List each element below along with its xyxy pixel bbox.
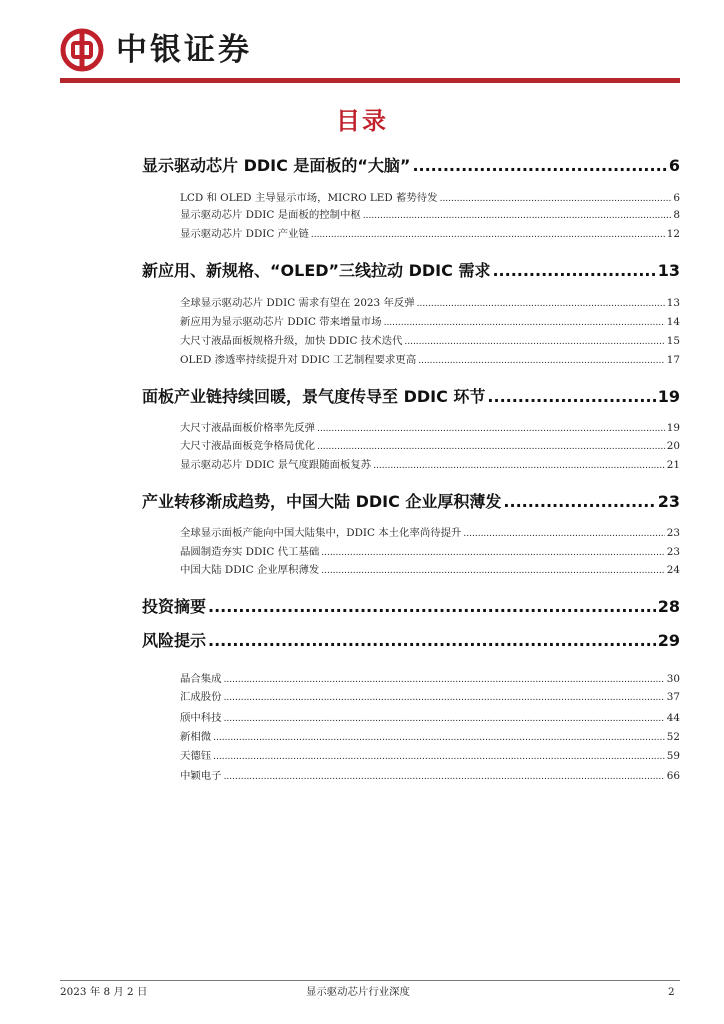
- toc-entry-title: 晶圆制造夯实 DDIC 代工基础: [180, 546, 320, 558]
- toc-subsection-entry[interactable]: [180, 314, 680, 330]
- toc-dot-leader: [440, 191, 672, 206]
- toc-subsection-entry[interactable]: [180, 207, 680, 223]
- toc-entry-title: 面板产业链持续回暖，景气度传导至 DDIC 环节: [142, 387, 486, 406]
- toc-page-number: 30: [666, 673, 680, 685]
- toc-section-entry[interactable]: [142, 595, 680, 619]
- toc-entry-title: 显示驱动芯片 DDIC 是面板的控制中枢: [180, 209, 361, 221]
- toc-page-number: 19: [657, 387, 680, 406]
- toc-subsection-entry[interactable]: [180, 671, 680, 687]
- toc-page-number: 6: [673, 192, 680, 204]
- toc-subsection-entry[interactable]: [180, 333, 680, 349]
- toc-entry-title: 大尺寸液晶面板规格升级，加快 DDIC 技术迭代: [180, 335, 403, 347]
- toc-page-number: 17: [666, 354, 680, 366]
- toc-page-number: 15: [666, 335, 680, 347]
- toc-subsection-entry[interactable]: [180, 190, 680, 206]
- toc-entry-title: 新应用为显示驱动芯片 DDIC 带来增量市场: [180, 316, 382, 328]
- toc-page-number: 24: [666, 564, 680, 576]
- toc-dot-leader: [417, 296, 665, 311]
- toc-dot-leader: [224, 690, 665, 705]
- toc-page-number: 28: [657, 597, 680, 616]
- page-title: 目录: [336, 107, 388, 135]
- toc-page-number: 23: [657, 492, 680, 511]
- toc-page-number: 59: [666, 750, 680, 762]
- toc-dot-leader: [373, 458, 665, 473]
- toc-dot-leader: [224, 711, 665, 726]
- toc-dot-leader: [384, 315, 665, 330]
- toc-entry-title: 中颖电子: [180, 770, 222, 782]
- toc-entry-title: 晶合集成: [180, 673, 222, 685]
- toc-dot-leader: [213, 749, 665, 764]
- toc-subsection-entry[interactable]: [180, 562, 680, 578]
- toc-dot-leader: [404, 334, 664, 349]
- toc-page-number: 8: [673, 209, 680, 221]
- toc-subsection-entry[interactable]: [180, 295, 680, 311]
- toc-subsection-entry[interactable]: [180, 689, 680, 705]
- toc-subsection-entry[interactable]: [180, 438, 680, 454]
- toc-entry-title: 新应用、新规格、“OLED”三线拉动 DDIC 需求: [142, 261, 491, 280]
- toc-page-number: 29: [657, 631, 680, 650]
- toc-page-number: 21: [666, 459, 680, 471]
- toc-entry-title: 中国大陆 DDIC 企业厚积薄发: [180, 564, 320, 576]
- toc-entry-title: 显示驱动芯片 DDIC 是面板的“大脑”: [142, 156, 411, 175]
- toc-dot-leader: [463, 526, 664, 541]
- footer-page-number: 2: [668, 986, 675, 998]
- toc-dot-leader: [213, 730, 665, 745]
- toc-entry-title: 颀中科技: [180, 712, 222, 724]
- toc-page-number: 23: [666, 546, 680, 558]
- toc-dot-leader: [503, 490, 655, 514]
- toc-entry-title: 投资摘要: [142, 597, 207, 616]
- toc-section-entry[interactable]: [142, 629, 680, 653]
- toc-section-entry[interactable]: [142, 154, 680, 178]
- toc-page-number: 13: [666, 297, 680, 309]
- toc-dot-leader: [317, 439, 665, 454]
- toc-section-entry[interactable]: [142, 490, 680, 514]
- toc-page-number: 20: [666, 440, 680, 452]
- footer-report-name: 显示驱动芯片行业深度: [306, 986, 410, 998]
- toc-subsection-entry[interactable]: [180, 748, 680, 764]
- toc-page-number: 6: [668, 156, 680, 175]
- toc-subsection-entry[interactable]: [180, 226, 680, 242]
- toc-page-number: 14: [666, 316, 680, 328]
- toc-dot-leader: [487, 385, 655, 409]
- footer-date: 2023 年 8 月 2 日: [60, 986, 148, 998]
- toc-dot-leader: [363, 208, 672, 223]
- toc-dot-leader: [492, 259, 655, 283]
- footer-divider: [60, 980, 680, 981]
- toc-entry-title: 大尺寸液晶面板竞争格局优化: [180, 440, 316, 452]
- brand-name: 中银证券: [116, 32, 252, 68]
- toc-subsection-entry[interactable]: [180, 544, 680, 560]
- toc-subsection-entry[interactable]: [180, 768, 680, 784]
- toc-page-number: 12: [666, 228, 680, 240]
- toc-entry-title: 全球显示面板产能向中国大陆集中，DDIC 本土化率尚待提升: [180, 527, 462, 539]
- toc-page-number: 19: [666, 422, 680, 434]
- toc-dot-leader: [224, 769, 665, 784]
- toc-subsection-entry[interactable]: [180, 525, 680, 541]
- toc-entry-title: 新相微: [180, 731, 212, 743]
- toc-entry-title: 产业转移渐成趋势，中国大陆 DDIC 企业厚积薄发: [142, 492, 502, 511]
- toc-entry-title: 汇成股份: [180, 691, 222, 703]
- toc-dot-leader: [224, 672, 665, 687]
- toc-dot-leader: [208, 629, 656, 653]
- toc-page-number: 44: [666, 712, 680, 724]
- toc-entry-title: OLED 渗透率持续提升对 DDIC 工艺制程要求更高: [180, 354, 417, 366]
- toc-page-number: 13: [657, 261, 680, 280]
- toc-page-number: 52: [666, 731, 680, 743]
- toc-dot-leader: [321, 545, 665, 560]
- toc-subsection-entry[interactable]: [180, 729, 680, 745]
- toc-entry-title: 显示驱动芯片 DDIC 景气度跟随面板复苏: [180, 459, 372, 471]
- toc-entry-title: 全球显示驱动芯片 DDIC 需求有望在 2023 年反弹: [180, 297, 415, 309]
- toc-dot-leader: [317, 421, 665, 436]
- toc-entry-title: 大尺寸液晶面板价格率先反弹: [180, 422, 316, 434]
- toc-entry-title: 显示驱动芯片 DDIC 产业链: [180, 228, 309, 240]
- toc-dot-leader: [412, 154, 666, 178]
- toc-subsection-entry[interactable]: [180, 352, 680, 368]
- toc-subsection-entry[interactable]: [180, 710, 680, 726]
- toc-entry-title: 风险提示: [142, 631, 207, 650]
- toc-subsection-entry[interactable]: [180, 457, 680, 473]
- toc-entry-title: LCD 和 OLED 主导显示市场，MICRO LED 蓄势待发: [180, 192, 438, 204]
- toc-page-number: 23: [666, 527, 680, 539]
- toc-entry-title: 天德钰: [180, 750, 212, 762]
- toc-section-entry[interactable]: [142, 259, 680, 283]
- toc-dot-leader: [418, 353, 665, 368]
- toc-page-number: 66: [666, 770, 680, 782]
- toc-section-entry[interactable]: [142, 385, 680, 409]
- toc-dot-leader: [311, 227, 665, 242]
- toc-page-number: 37: [666, 691, 680, 703]
- toc-dot-leader: [321, 563, 665, 578]
- toc-dot-leader: [208, 595, 656, 619]
- toc-subsection-entry[interactable]: [180, 420, 680, 436]
